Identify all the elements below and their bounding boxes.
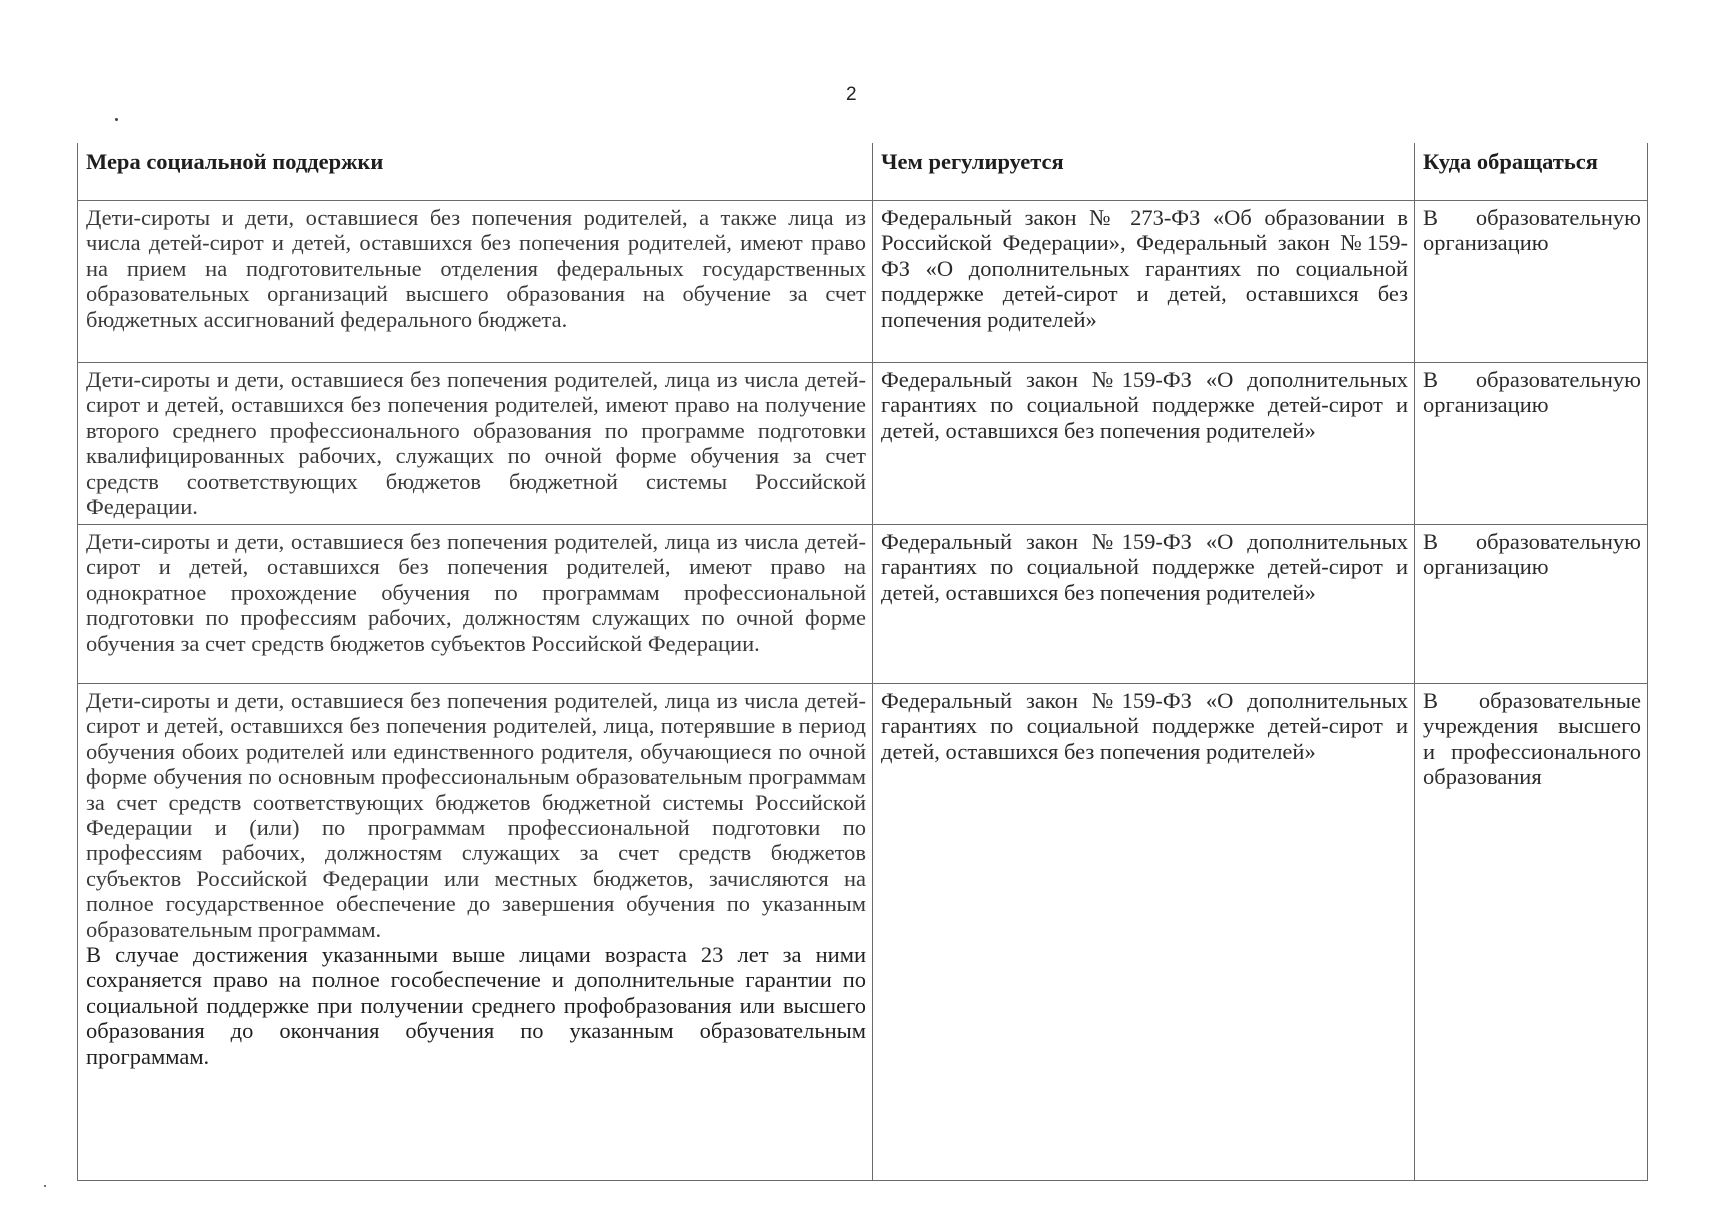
header-where: Куда обращаться [1415,143,1648,201]
where-cell: В образовательную организацию [1415,363,1648,525]
regulation-cell: Федеральный закон № 273-ФЗ «Об образовании в Российской Федерации», Федеральный закон №159-ФЗ «О дополнительных гарантиях по социальной поддержке детей-сирот и детей, оставшихся без попечения родителей» [873,201,1415,363]
table-row [78,363,1648,525]
scan-artifact-dot [115,118,118,121]
table-row [78,684,1648,1181]
measure-cell [78,684,873,1181]
measure-cell: Дети-сироты и дети, оставшиеся без попечения родителей, лица из числа детей-сирот и детей, оставшихся без попечения родителей, имеют право на получение второго среднего профессионального образования по программе подготовки квалифицированных рабочих, служащих по очной форме обучения за счет средств соответствующих бюджетов бюджетной системы Российской Федерации. [78,363,873,525]
page-number: 2 [846,84,857,105]
where-cell: В образовательную организацию [1415,201,1648,363]
header-regulation: Чем регулируется [873,143,1415,201]
scan-artifact-dot [44,1185,46,1187]
table-row [78,525,1648,684]
where-cell: В образовательную организацию [1415,525,1648,684]
measure-text: Дети-сироты и дети, оставшиеся без попечения родителей, лица из числа детей-сирот и детей, оставшихся без попечения родителей, лица, потерявшие в период обучения обоих родителей или единственного родителя, обучающиеся по очной форме обучения по основным профессиональным образовательным программам за счет средств соответствующих бюджетов бюджетной системы Российской Федерации и (или) по программам профессиональной подготовки по профессиям рабочих, должностям служащих за счет средств бюджетов субъектов Российской Федерации или местных бюджетов, зачисляются на полное государственное обеспечение до завершения обучения по указанным образовательным программам. [86,688,866,942]
regulation-cell: Федеральный закон №159-ФЗ «О дополнительных гарантиях по социальной поддержке детей-сирот и детей, оставшихся без попечения родителей» [873,363,1415,525]
social-support-table [77,143,1648,1181]
header-measure: Мера социальной поддержки [78,143,873,201]
regulation-cell: Федеральный закон №159-ФЗ «О дополнительных гарантиях по социальной поддержке детей-сирот и детей, оставшихся без попечения родителей» [873,525,1415,684]
where-cell: В образовательные учреждения высшего и профессионального образования [1415,684,1648,1181]
measure-cell: Дети-сироты и дети, оставшиеся без попечения родителей, а также лица из числа детей-сирот и детей, оставшихся без попечения родителей, имеют право на прием на подготовительные отделения федеральных государственных образовательных организаций высшего образования на обучение за счет бюджетных ассигнований федерального бюджета. [78,201,873,363]
table-row [78,201,1648,363]
table-header-row [78,143,1648,201]
measure-cell: Дети-сироты и дети, оставшиеся без попечения родителей, лица из числа детей-сирот и детей, оставшихся без попечения родителей, имеют право на однократное прохождение обучения по программам профессиональной подготовки по профессиям рабочих, должностям служащих по очной форме обучения за счет средств бюджетов субъектов Российской Федерации. [78,525,873,684]
regulation-cell: Федеральный закон №159-ФЗ «О дополнительных гарантиях по социальной поддержке детей-сирот и детей, оставшихся без попечения родителей» [873,684,1415,1181]
measure-note: В случае достижения указанными выше лицами возраста 23 лет за ними сохраняется право на полное гособеспечение и дополнительные гарантии по социальной поддержке при получении среднего профобразования или высшего образования до окончания обучения по указанным образовательным программам. [86,942,866,1069]
